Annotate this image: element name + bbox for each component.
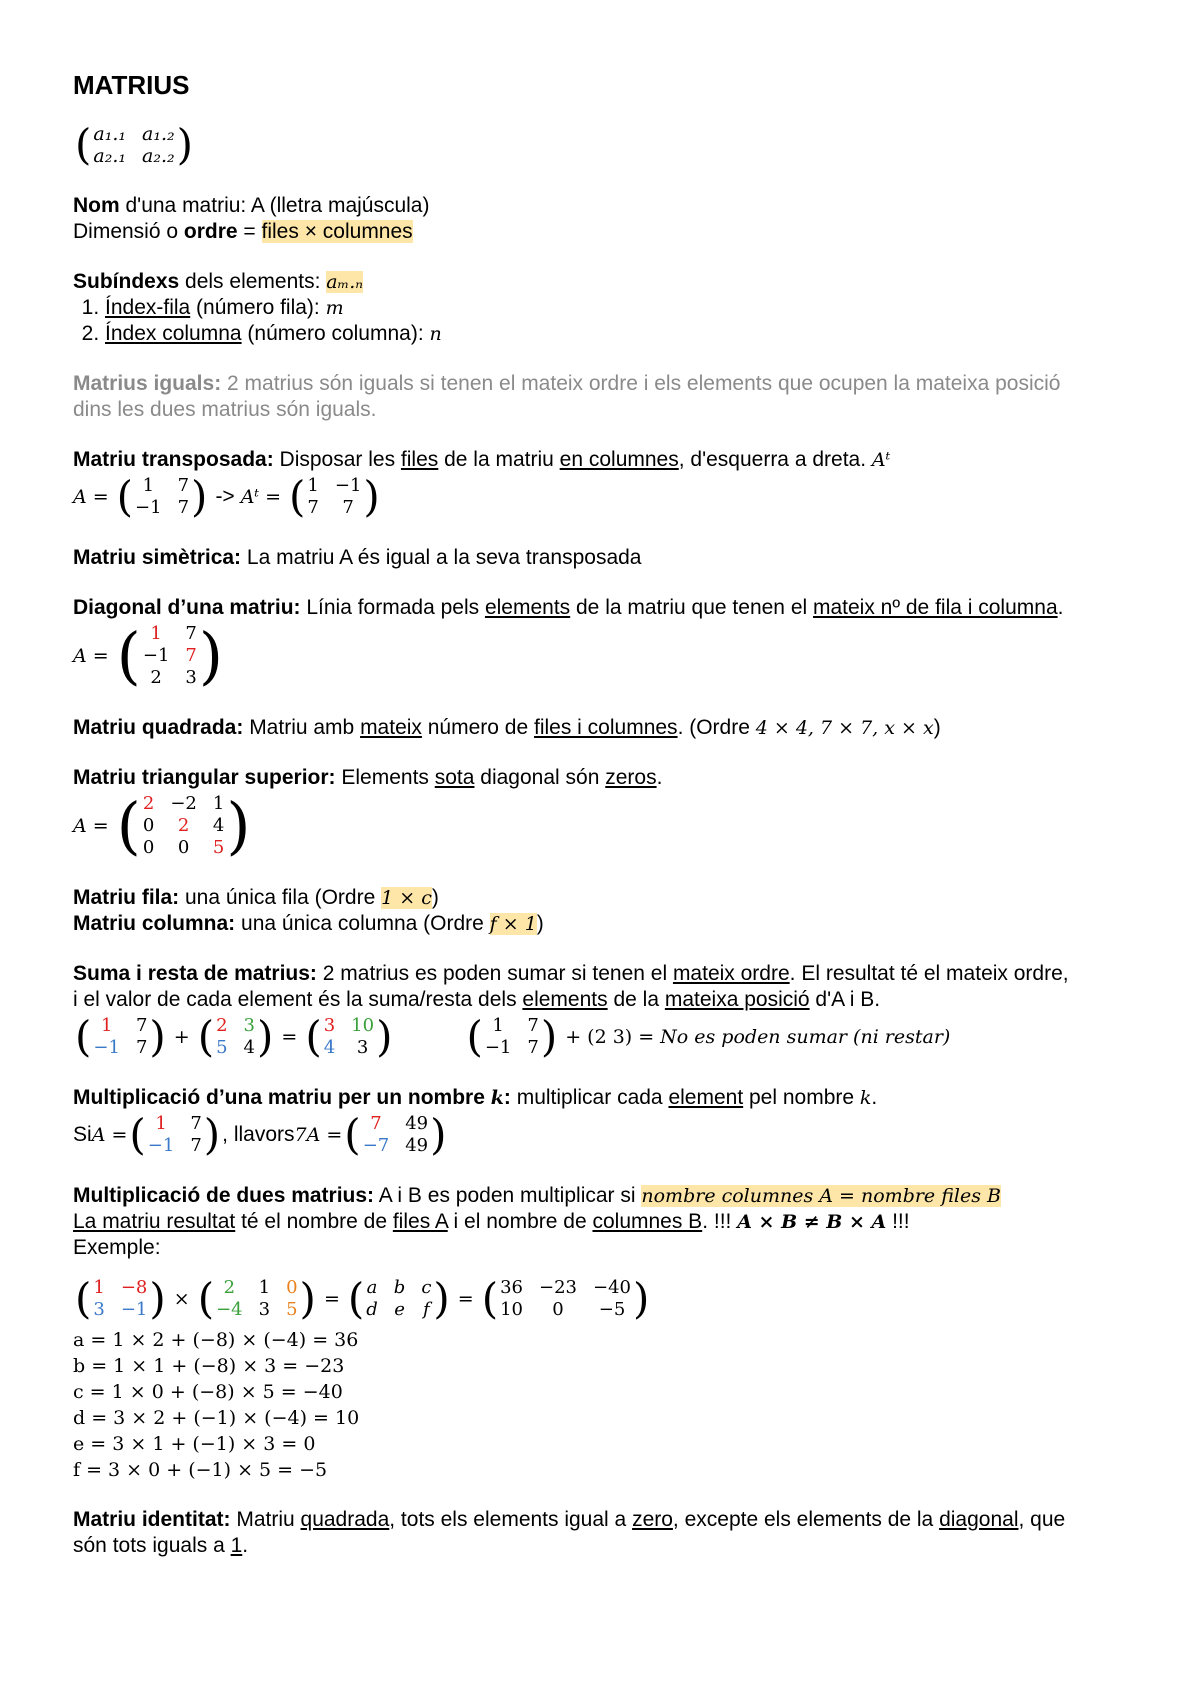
nom-line: Nom d'una matriu: A (lletra majúscula) (73, 194, 430, 217)
transposada-example: A = ( 1 7 −1 7 ) -> Aᵗ = ( 1 −1 7 7 ) (73, 475, 1143, 519)
triangular-example: A = ( 2 −2 1 0 2 4 0 0 5 ) (73, 793, 1143, 859)
suma-example: ( 1 7 −1 7 ) + ( 2 3 5 4 ) = ( 3 10 4 3 ) ( 1 7 −1 7 ) + (2 3) = No es poden sumar (ni restar) (73, 1015, 1143, 1059)
producte-line: Multiplicació de dues matrius: A i B es poden multiplicar si nombre columnes A = nombre files B (73, 1184, 1001, 1207)
transposada-line: Matriu transposada: Disposar les files de la matriu en columnes, d'esquerra a dreta. Aᵗ (73, 448, 891, 471)
triangular-line: Matriu triangular superior: Elements sota diagonal són zeros. (73, 766, 663, 789)
identitat-line: Matriu identitat: Matriu quadrada, tots els elements igual a zero, excepte els elements de la diagonal, que (73, 1508, 1066, 1531)
list-item: 2. Índex columna (número columna): n (105, 321, 1143, 347)
equation: b = 1 × 1 + (−8) × 3 = −23 (73, 1355, 345, 1377)
simetrica-line: Matriu simètrica: La matriu A és igual a la seva transposada (73, 546, 642, 569)
equation: e = 3 × 1 + (−1) × 3 = 0 (73, 1433, 316, 1455)
quadrada-line: Matriu quadrada: Matriu amb mateix número de files i columnes. (Ordre 4 × 4, 7 × 7, x × x) (73, 716, 941, 739)
equation: f = 3 × 0 + (−1) × 5 = −5 (73, 1459, 328, 1481)
diagonal-example: A = ( 1 7 −1 7 2 3 ) (73, 623, 1143, 689)
iguals-section: Matrius iguals: 2 matrius són iguals si tenen el mateix ordre i els elements que ocupen la mateixa posició dins les dues matrius són iguals. (73, 372, 1061, 421)
dimensio-line: Dimensió o ordre = files × columnes (73, 220, 413, 243)
subindex-line: Subíndexs dels elements: aₘ.ₙ (73, 270, 364, 293)
document-page: MATRIUS ( a₁.₁ a₁.₂ a₂.₁ a₂.₂ ) Nom d'una matriu: A (lletra majúscula) Dimensió o ordre = files × columnes Subíndexs dels elements: aₘ.ₙ 1. Índex-fila (número fila): m 2. Índex columna (número columna): n Matrius iguals: 2 matrius són iguals si tenen el mateix ordre i els elements que ocupen la mateixa posició dins les dues matrius són iguals. Matriu transposada: Disposar les files de la matriu en columnes, d'esquerra a dreta. Aᵗ A = ( 1 7 −1 7 ) -> Aᵗ = ( 1 −1 7 7 ) Matriu simètrica: La matriu A és igual a la seva transposada Diagonal d’una matriu: Línia formada pels elements de la matriu que tenen el mateix nº de fila i columna. A = ( 1 7 −1 7 2 3 ) Matriu quadrada: Matriu amb mateix número de files i columnes. (Ordre 4 × 4, 7 × 7, x × x) Matriu triangular superior: Elements sota diagonal són zeros. A = ( 2 −2 1 0 2 4 0 0 5 ) Matriu fila: una única fila (Ordre 1 × c) Matriu columna: una única columna (Ordre f × 1) Suma i resta de matrius: 2 matrius es poden sumar si tenen el mateix ordre. El resultat té el mateix ordre, i el valor de cada element és la suma/resta dels elements de la mateixa posició d'A i B. ( 1 7 −1 7 ) + ( 2 3 5 4 ) = ( 3 10 4 3 ) ( 1 7 −1 7 ) + (2 3) = No es poden sumar (ni restar) Multiplicació d’una matriu per un nombre k: multiplicar cada element pel nombre k. Si A = ( 1 7 −1 7 ) , llavors 7A = ( 7 49 −7 49 ) Multiplicació de dues matrius: A i B es poden multiplicar si nombre columnes A = nombre files B La matriu resultat té el nombre de files A i el nombre de columnes B. !!! A × B ≠ B × A !!! Exemple: ( 1 −8 3 −1 ) × ( 2 1 0 −4 3 5 ) = ( a b c d e f ) = ( 36 −23 −40 10 0 −5 ) a = 1 × 2 + (−8) × (−4) = 36 b = 1 × 1 + (−8) × 3 = −23 c = 1 × 0 + (−8) × 5 = −40 d = 3 × 2 + (−1) × (−4) = 10 e = 3 × 1 + (−1) × 3 = 0 f = 3 × 0 + (−1) × 5 = −5 Matriu identitat: Matriu quadrada, tots els elements igual a zero, excepte els elements de la diagonal, que són tots iguals a 1. (73, 70, 1143, 1559)
producte-example: ( 1 −8 3 −1 ) × ( 2 1 0 −4 3 5 ) = ( a b c d e f ) = ( 36 −23 −40 10 0 −5 ) (73, 1277, 1143, 1321)
columna-line: Matriu columna: una única columna (Ordre f × 1) (73, 912, 544, 935)
general-matrix: ( a₁.₁ a₁.₂ a₂.₁ a₂.₂ ) (73, 123, 1143, 167)
equation: c = 1 × 0 + (−8) × 5 = −40 (73, 1381, 343, 1403)
equation: d = 3 × 2 + (−1) × (−4) = 10 (73, 1407, 360, 1429)
fila-line: Matriu fila: una única fila (Ordre 1 × c) (73, 886, 439, 909)
suma-line: Suma i resta de matrius: 2 matrius es poden sumar si tenen el mateix ordre. El resultat té el mateix ordre, (73, 962, 1069, 985)
page-title: MATRIUS (73, 70, 190, 100)
equation: a = 1 × 2 + (−8) × (−4) = 36 (73, 1329, 359, 1351)
diagonal-line: Diagonal d’una matriu: Línia formada pels elements de la matriu que tenen el mateix nº de fila i columna. (73, 596, 1064, 619)
subindex-list (73, 295, 1143, 347)
escalar-example: Si A = ( 1 7 −1 7 ) , llavors 7A = ( 7 49 −7 49 ) (73, 1113, 1143, 1157)
list-item: 1. Índex-fila (número fila): m (105, 295, 1143, 321)
escalar-line: Multiplicació d’una matriu per un nombre k: multiplicar cada element pel nombre k. (73, 1086, 878, 1109)
producte-equations (73, 1327, 1143, 1483)
